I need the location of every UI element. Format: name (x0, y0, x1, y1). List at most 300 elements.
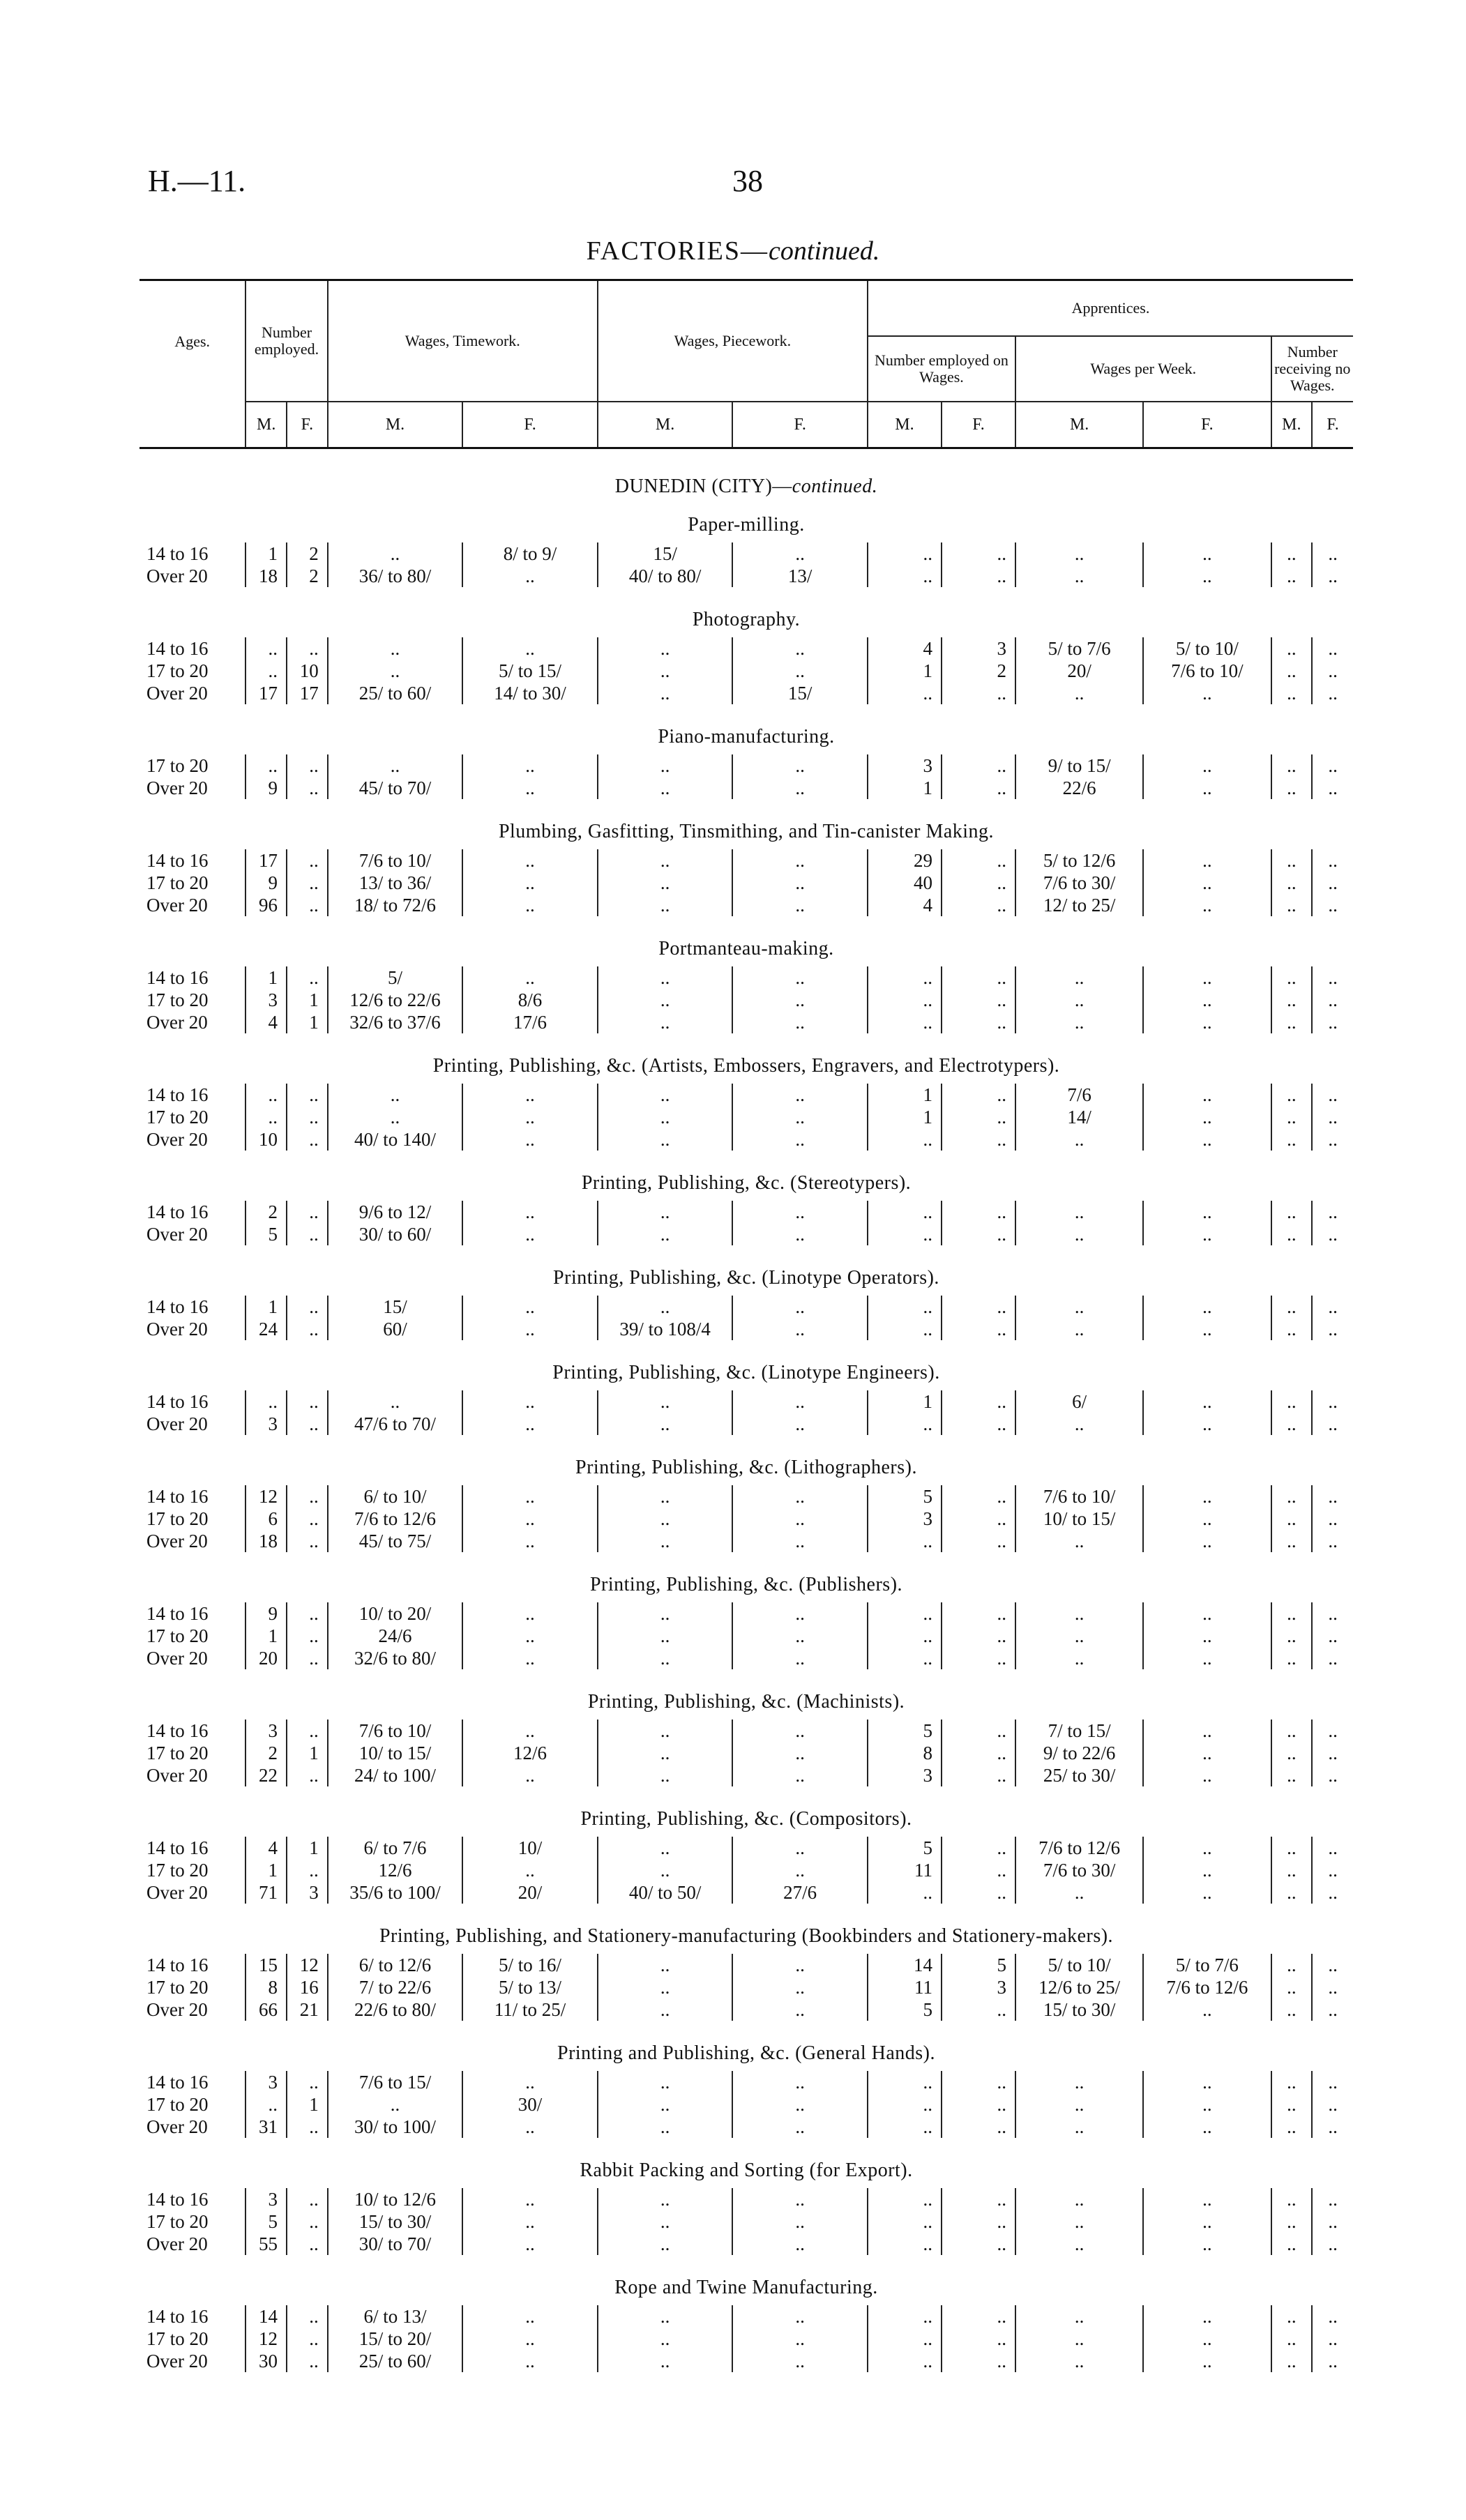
value-cell: .. (1312, 1881, 1353, 1904)
value-cell: 14/ (1015, 1106, 1143, 1128)
count-cell: 1 (868, 1390, 942, 1413)
count-cell: 5 (245, 2210, 287, 2233)
value-cell: .. (1271, 1390, 1313, 1413)
count-cell: .. (287, 872, 328, 894)
value-cell: 45/ to 70/ (328, 777, 463, 799)
age-group: 17 to 20 (146, 1743, 209, 1763)
section-spacer-cell (139, 1245, 1353, 1261)
count-cell: 5 (942, 1954, 1015, 1976)
value-cell: 40/ to 80/ (598, 565, 733, 587)
value-cell: .. (732, 2210, 868, 2233)
count-cell: 55 (245, 2233, 287, 2255)
count-cell: .. (245, 2093, 287, 2116)
value-cell: .. (732, 1647, 868, 1669)
count-cell: 66 (245, 1998, 287, 2021)
count-cell: 1 (868, 660, 942, 682)
count-cell: .. (942, 1201, 1015, 1223)
table-row (139, 2116, 1353, 2138)
industry-title: Printing, Publishing, &c. (Linotype Operators). (553, 1267, 939, 1289)
value-cell: .. (1271, 1530, 1313, 1552)
value-cell: .. (328, 542, 463, 565)
value-cell: .. (598, 1976, 733, 1998)
value-cell: .. (598, 872, 733, 894)
count-cell: .. (868, 2071, 942, 2093)
count-cell: .. (942, 1296, 1015, 1318)
table-row (139, 1764, 1353, 1786)
value-cell: .. (598, 1128, 733, 1151)
value-cell: .. (1312, 637, 1353, 660)
value-cell: .. (1271, 2093, 1313, 2116)
value-cell: .. (1143, 2093, 1271, 2116)
count-cell: 1 (868, 777, 942, 799)
value-cell: .. (598, 777, 733, 799)
count-cell: 11 (868, 1976, 942, 1998)
value-cell: .. (462, 872, 598, 894)
value-cell: .. (1143, 872, 1271, 894)
section-spacer (139, 916, 1353, 932)
value-cell: .. (1143, 1647, 1271, 1669)
value-cell: .. (732, 1084, 868, 1106)
value-cell: .. (1271, 1742, 1313, 1764)
count-cell: 3 (868, 754, 942, 777)
age-group: 14 to 16 (146, 967, 209, 988)
value-cell: .. (1312, 1720, 1353, 1742)
value-cell: .. (1015, 2116, 1143, 2138)
value-cell: .. (1271, 1837, 1313, 1859)
industry-section (139, 814, 1353, 849)
count-cell: .. (287, 637, 328, 660)
value-cell: .. (1312, 2233, 1353, 2255)
industry-section (139, 2153, 1353, 2188)
value-cell: .. (732, 1602, 868, 1625)
table-row (139, 989, 1353, 1011)
value-cell: .. (1312, 989, 1353, 1011)
value-cell: .. (598, 1837, 733, 1859)
value-cell: .. (732, 1625, 868, 1647)
value-cell: .. (732, 1976, 868, 1998)
count-cell: .. (942, 1742, 1015, 1764)
count-cell: .. (942, 872, 1015, 894)
count-cell: 17 (245, 849, 287, 872)
age-group: Over 20 (146, 1012, 208, 1033)
count-cell: 6 (245, 1508, 287, 1530)
value-cell: 24/6 (328, 1625, 463, 1647)
table-row (139, 777, 1353, 799)
count-cell: 1 (245, 542, 287, 565)
value-cell: 22/6 to 80/ (328, 1998, 463, 2021)
value-cell: .. (1312, 1128, 1353, 1151)
count-cell: 17 (245, 682, 287, 704)
value-cell: .. (1143, 894, 1271, 916)
value-cell: .. (1312, 2210, 1353, 2233)
count-cell: .. (287, 1084, 328, 1106)
count-cell: .. (942, 2210, 1015, 2233)
apprentices-header: Apprentices. (868, 280, 1353, 337)
count-cell: .. (245, 754, 287, 777)
value-cell: .. (732, 894, 868, 916)
male-header: M. (1271, 402, 1313, 448)
count-cell: .. (868, 1128, 942, 1151)
value-cell: 20/ (462, 1881, 598, 1904)
value-cell: 5/ to 10/ (1015, 1954, 1143, 1976)
value-cell: .. (1312, 1647, 1353, 1669)
count-cell: .. (942, 2188, 1015, 2210)
value-cell: .. (462, 1084, 598, 1106)
age-group: Over 20 (146, 1413, 208, 1434)
count-cell: .. (868, 1011, 942, 1033)
count-cell: 11 (868, 1859, 942, 1881)
industry-section (139, 720, 1353, 754)
value-cell: .. (1271, 542, 1313, 565)
count-cell: 1 (287, 989, 328, 1011)
value-cell: .. (1271, 1998, 1313, 2021)
report-reference: H.—11. (148, 164, 246, 198)
age-group: Over 20 (146, 1224, 208, 1245)
male-header: M. (868, 402, 942, 448)
value-cell: .. (732, 1296, 868, 1318)
value-cell: .. (462, 2350, 598, 2372)
value-cell: .. (1312, 1742, 1353, 1764)
table-row (139, 1530, 1353, 1552)
count-cell: .. (942, 1998, 1015, 2021)
count-cell: 1 (287, 1837, 328, 1859)
count-cell: 1 (245, 966, 287, 989)
age-group: Over 20 (146, 1129, 208, 1150)
value-cell: .. (1143, 989, 1271, 1011)
value-cell: .. (1143, 1390, 1271, 1413)
value-cell: .. (1312, 1413, 1353, 1435)
section-spacer (139, 1340, 1353, 1356)
value-cell: .. (1312, 872, 1353, 894)
table-row (139, 754, 1353, 777)
value-cell: .. (598, 1390, 733, 1413)
value-cell: .. (1271, 1106, 1313, 1128)
value-cell: .. (598, 2071, 733, 2093)
value-cell: .. (1271, 2071, 1313, 2093)
value-cell: 5/ to 7/6 (1143, 1954, 1271, 1976)
value-cell: 45/ to 75/ (328, 1530, 463, 1552)
count-cell: 14 (868, 1954, 942, 1976)
value-cell: .. (1271, 1720, 1313, 1742)
value-cell: 6/ to 13/ (328, 2305, 463, 2328)
value-cell: .. (598, 1084, 733, 1106)
value-cell: 30/ to 60/ (328, 1223, 463, 1245)
value-cell: .. (732, 2305, 868, 2328)
value-cell: .. (1312, 2116, 1353, 2138)
count-cell: .. (287, 2328, 328, 2350)
value-cell: .. (1312, 1976, 1353, 1998)
value-cell: 15/ (328, 1296, 463, 1318)
value-cell: 9/ to 22/6 (1015, 1742, 1143, 1764)
count-cell: 40 (868, 872, 942, 894)
age-group: Over 20 (146, 895, 208, 916)
count-cell: .. (287, 1201, 328, 1223)
value-cell: .. (1271, 872, 1313, 894)
male-header: M. (328, 402, 463, 448)
count-cell: 3 (942, 1976, 1015, 1998)
industry-title: Photography. (692, 609, 801, 630)
table-row (139, 1223, 1353, 1245)
value-cell: .. (1143, 1413, 1271, 1435)
value-cell: .. (1143, 2188, 1271, 2210)
value-cell: .. (1015, 1647, 1143, 1669)
table-row (139, 872, 1353, 894)
count-cell: 3 (868, 1764, 942, 1786)
value-cell: 7/6 to 12/6 (328, 1508, 463, 1530)
value-cell: .. (1143, 1011, 1271, 1033)
value-cell: .. (462, 849, 598, 872)
age-group: Over 20 (146, 777, 208, 798)
count-cell: 5 (245, 1223, 287, 1245)
value-cell: .. (1143, 966, 1271, 989)
count-cell: 4 (245, 1011, 287, 1033)
age-group: Over 20 (146, 1648, 208, 1669)
count-cell: .. (868, 2233, 942, 2255)
value-cell: .. (1143, 2071, 1271, 2093)
value-cell: 5/ to 7/6 (1015, 637, 1143, 660)
count-cell: 4 (245, 1837, 287, 1859)
count-cell: .. (245, 637, 287, 660)
value-cell: .. (1143, 1859, 1271, 1881)
count-cell: 4 (868, 637, 942, 660)
female-header: F. (1143, 402, 1271, 448)
value-cell: .. (462, 1485, 598, 1508)
count-cell: .. (287, 2116, 328, 2138)
value-cell: .. (328, 1084, 463, 1106)
table-row (139, 637, 1353, 660)
age-group: 17 to 20 (146, 872, 209, 893)
value-cell: .. (1143, 2350, 1271, 2372)
count-cell: .. (942, 1647, 1015, 1669)
count-cell: 71 (245, 1881, 287, 1904)
value-cell: .. (1271, 1485, 1313, 1508)
running-title-main: FACTORIES— (586, 236, 769, 266)
value-cell: .. (1143, 1223, 1271, 1245)
count-cell: .. (942, 2233, 1015, 2255)
value-cell: 7/6 to 15/ (328, 2071, 463, 2093)
count-cell: .. (942, 682, 1015, 704)
table-row (139, 2210, 1353, 2233)
value-cell: 30/ to 70/ (328, 2233, 463, 2255)
female-header: F. (1312, 402, 1353, 448)
count-cell: .. (942, 1530, 1015, 1552)
count-cell: .. (868, 2350, 942, 2372)
value-cell: .. (598, 2116, 733, 2138)
industry-section (139, 1450, 1353, 1485)
value-cell: .. (462, 1296, 598, 1318)
age-group: 17 to 20 (146, 1625, 209, 1646)
value-cell: .. (1271, 2233, 1313, 2255)
value-cell: .. (1312, 542, 1353, 565)
age-group: 17 to 20 (146, 989, 209, 1010)
table-row (139, 1742, 1353, 1764)
count-cell: .. (942, 1720, 1015, 1742)
value-cell: .. (1312, 1084, 1353, 1106)
value-cell: .. (462, 637, 598, 660)
industry-section (139, 1049, 1353, 1084)
value-cell: 47/6 to 70/ (328, 1413, 463, 1435)
count-cell: 2 (942, 660, 1015, 682)
count-cell: .. (287, 1296, 328, 1318)
value-cell: .. (1271, 894, 1313, 916)
industry-section (139, 1919, 1353, 1954)
value-cell: .. (732, 1390, 868, 1413)
value-cell: .. (1312, 2350, 1353, 2372)
count-cell: .. (287, 966, 328, 989)
value-cell: .. (732, 1318, 868, 1340)
count-cell: 2 (245, 1201, 287, 1223)
value-cell: .. (1015, 2305, 1143, 2328)
table-row (139, 2233, 1353, 2255)
value-cell: .. (1312, 565, 1353, 587)
value-cell: .. (1015, 1128, 1143, 1151)
count-cell: 12 (245, 2328, 287, 2350)
count-cell: .. (942, 2328, 1015, 2350)
count-cell: .. (942, 2116, 1015, 2138)
count-cell: .. (287, 2071, 328, 2093)
table-body (139, 448, 1353, 2373)
count-cell: .. (942, 1106, 1015, 1128)
value-cell: .. (1271, 2116, 1313, 2138)
section-spacer-cell (139, 704, 1353, 720)
count-cell: .. (287, 2210, 328, 2233)
value-cell: .. (1015, 2188, 1143, 2210)
value-cell: 9/6 to 12/ (328, 1201, 463, 1223)
section-spacer-cell (139, 2138, 1353, 2153)
value-cell: .. (1312, 2188, 1353, 2210)
value-cell: .. (732, 1485, 868, 1508)
value-cell: .. (1312, 1508, 1353, 1530)
value-cell: .. (732, 1223, 868, 1245)
age-group: 14 to 16 (146, 1201, 209, 1222)
value-cell: 25/ to 60/ (328, 682, 463, 704)
section-spacer (139, 1151, 1353, 1166)
count-cell: 3 (245, 989, 287, 1011)
value-cell: .. (1015, 1223, 1143, 1245)
table-row (139, 1508, 1353, 1530)
value-cell: .. (1143, 1128, 1271, 1151)
count-cell: 96 (245, 894, 287, 916)
count-cell: .. (245, 660, 287, 682)
value-cell: .. (1143, 682, 1271, 704)
section-spacer-cell (139, 587, 1353, 602)
value-cell: .. (598, 2188, 733, 2210)
count-cell: .. (942, 1837, 1015, 1859)
count-cell: 16 (287, 1976, 328, 1998)
value-cell: .. (1271, 1954, 1313, 1976)
value-cell: .. (462, 1530, 598, 1552)
value-cell: 7/6 to 30/ (1015, 1859, 1143, 1881)
value-cell: .. (598, 2305, 733, 2328)
value-cell: .. (1143, 2305, 1271, 2328)
industry-section (139, 932, 1353, 966)
value-cell: 5/ to 15/ (462, 660, 598, 682)
value-cell: .. (1271, 1625, 1313, 1647)
table-row (139, 1128, 1353, 1151)
value-cell: 22/6 (1015, 777, 1143, 799)
count-cell: 5 (868, 1720, 942, 1742)
section-spacer (139, 1033, 1353, 1049)
value-cell: 15/ to 20/ (328, 2328, 463, 2350)
apprentices-number-header: Number employed on Wages. (868, 336, 1015, 402)
table-row (139, 1485, 1353, 1508)
value-cell: .. (598, 1413, 733, 1435)
apprentices-wages-header: Wages per Week. (1015, 336, 1271, 402)
value-cell: .. (1312, 894, 1353, 916)
table-row (139, 2188, 1353, 2210)
count-cell: 18 (245, 565, 287, 587)
value-cell: 18/ to 72/6 (328, 894, 463, 916)
section-spacer-cell (139, 1151, 1353, 1166)
value-cell: .. (732, 1837, 868, 1859)
value-cell: .. (1271, 849, 1313, 872)
value-cell: .. (1143, 1106, 1271, 1128)
industry-title: Paper-milling. (688, 514, 805, 536)
value-cell: 15/ (732, 682, 868, 704)
value-cell: .. (1271, 637, 1313, 660)
table-row (139, 1413, 1353, 1435)
value-cell: 27/6 (732, 1881, 868, 1904)
value-cell: .. (598, 1954, 733, 1976)
industry-section (139, 2270, 1353, 2305)
industry-title: Printing, Publishing, and Stationery-manufacturing (Bookbinders and Stationery-makers). (379, 1925, 1114, 1947)
value-cell: .. (1015, 1881, 1143, 1904)
value-cell: .. (1015, 2093, 1143, 2116)
value-cell: .. (1312, 1011, 1353, 1033)
table-row (139, 2350, 1353, 2372)
age-group: Over 20 (146, 2116, 208, 2137)
count-cell: .. (245, 1390, 287, 1413)
value-cell: .. (1143, 1318, 1271, 1340)
value-cell: 25/ to 30/ (1015, 1764, 1143, 1786)
value-cell: .. (598, 2350, 733, 2372)
value-cell: 15/ to 30/ (1015, 1998, 1143, 2021)
value-cell: 13/ (732, 565, 868, 587)
value-cell: .. (598, 1201, 733, 1223)
value-cell: .. (1271, 2328, 1313, 2350)
count-cell: 17 (287, 682, 328, 704)
section-spacer-cell (139, 2255, 1353, 2270)
value-cell: 10/ to 15/ (328, 1742, 463, 1764)
wages-timework-header: Wages, Timework. (328, 280, 598, 402)
value-cell: .. (1271, 1318, 1313, 1340)
value-cell: 5/ (328, 966, 463, 989)
count-cell: 1 (868, 1106, 942, 1128)
count-cell: .. (287, 1128, 328, 1151)
value-cell: .. (462, 2328, 598, 2350)
value-cell: .. (732, 2328, 868, 2350)
count-cell: 10 (245, 1128, 287, 1151)
value-cell: 40/ to 50/ (598, 1881, 733, 1904)
count-cell: 31 (245, 2116, 287, 2138)
value-cell: .. (598, 1859, 733, 1881)
value-cell: .. (1015, 1530, 1143, 1552)
value-cell: .. (462, 966, 598, 989)
industry-title: Printing, Publishing, &c. (Machinists). (587, 1691, 905, 1713)
value-cell: .. (1143, 1764, 1271, 1786)
count-cell: .. (942, 1084, 1015, 1106)
industry-section (139, 1802, 1353, 1837)
count-cell: .. (942, 542, 1015, 565)
count-cell: .. (868, 1413, 942, 1435)
count-cell: .. (287, 1318, 328, 1340)
industry-section (139, 1166, 1353, 1201)
value-cell: 7/6 to 12/6 (1015, 1837, 1143, 1859)
female-header: F. (942, 402, 1015, 448)
value-cell: .. (1271, 2350, 1313, 2372)
value-cell: .. (1015, 1318, 1143, 1340)
age-group: 17 to 20 (146, 1860, 209, 1881)
